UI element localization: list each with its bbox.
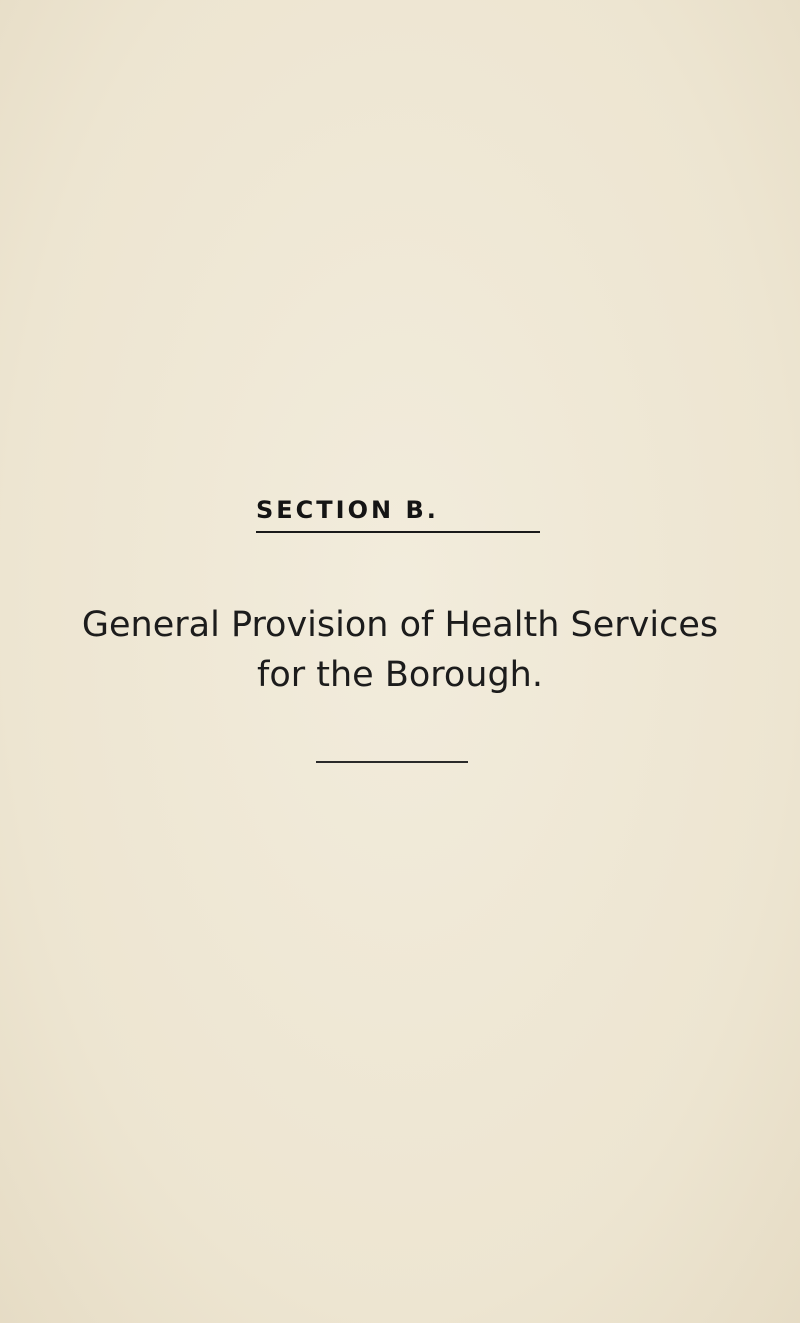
section-heading: SECTION B. [256,496,439,524]
heading-underline [256,531,540,533]
section-divider [316,761,468,763]
subtitle-line-1: General Provision of Health Services [81,605,719,645]
section-subtitle [60,600,740,700]
subtitle-line-2: for the Borough. [257,655,543,695]
